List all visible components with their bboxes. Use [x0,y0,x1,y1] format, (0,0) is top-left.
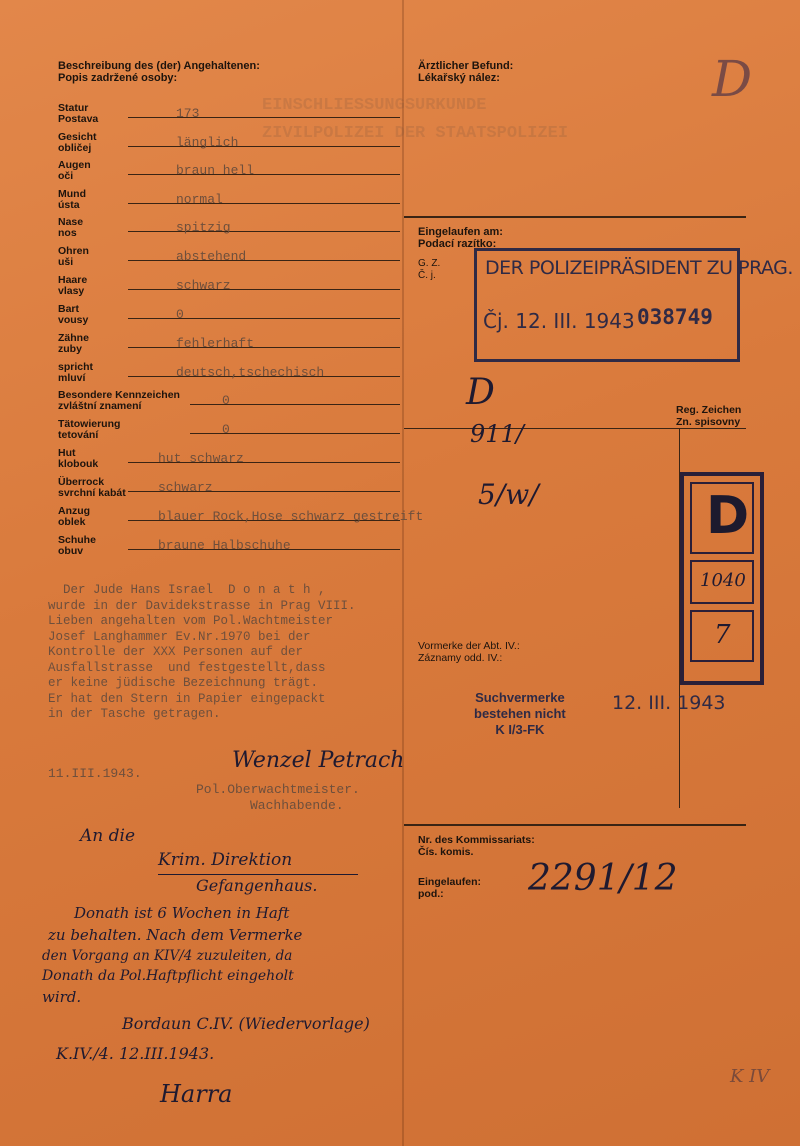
reg-letter: D [706,486,750,546]
corner-mark: D [712,50,753,108]
left-header-cz: Popis zadržené osoby: [58,72,178,84]
stamp-number: 038749 [637,305,713,329]
officer-rank: Pol.Oberwachtmeister. [196,782,360,797]
cj-label: Č. j. [418,270,436,281]
field-label-cz: vlasy [58,285,85,297]
field-label-de: Hut [58,447,76,459]
note-underline [158,874,358,875]
left-header-de: Beschreibung des (der) Angehaltenen: [58,60,260,72]
kommissariat-cz: Čís. komis. [418,846,474,858]
field-rule [128,347,400,348]
suchvermerke-stamp [474,690,566,738]
field-rule [128,146,400,147]
arrest-report: Der Jude Hans Israel D o n a t h , wurde in der Davidekstrasse in Prag VIII. Lieben angehalten vom Pol.Wachtmeister Josef Langhammer Ev.Nr.1970 bei der Kontrolle der XXX Personen auf der Ausfallstrasse und festgestellt,dass er keine jüdische Bezeichnung trägt. Er hat den Stern in Papier eingepackt in der Tasche getragen. [48,583,356,721]
field-label-de: spricht [58,361,94,373]
kommissariat-number: 2291/12 [528,858,678,899]
field-label-cz: oblek [58,516,86,528]
field-rule [128,174,400,175]
handwritten-d: D [466,372,495,413]
field-label [58,132,97,154]
field-rule [128,289,400,290]
right-header-de: Ärztlicher Befund: [418,60,514,72]
field-label-de: Überrock [58,476,105,488]
kommissariat-rule [404,824,746,826]
eingelaufen-cz: Podací razítko: [418,238,497,250]
note-line-2: Krim. Direktion [158,850,293,870]
field-rule [128,318,400,319]
suchvermerke-line1: Suchvermerke [475,690,565,705]
field-label [58,390,180,412]
field-label-de: Schuhe [58,534,96,546]
gz-cj [418,258,440,282]
suchvermerke-line3: K I/3-FK [495,722,545,737]
field-label [58,362,93,384]
field-label-cz: obuv [58,545,84,557]
field-label-de: Bart [58,303,80,315]
kommissariat-de: Nr. des Kommissariats: [418,834,535,846]
faint-heading-1: EINSCHLIESSUNGSURKUNDE [262,96,487,115]
handwritten-frac1: 911/ [470,420,524,448]
eingelaufen2-cz: pod.: [418,888,444,900]
reg-number-cell [690,560,754,604]
officer-signature: Wenzel Petrach [232,748,405,773]
reg-number: 1040 [700,570,746,591]
field-label-de: Statur [58,102,89,114]
eingelaufen-rule [404,216,746,218]
field-label-cz: svrchní kabát [58,487,126,499]
field-value: blauer Rock,Hose schwarz gestreift [158,509,424,524]
suchvermerke-date: 12. III. 1943 [612,692,726,714]
note-line-7: Donath da Pol.Haftpflicht eingeholt [42,968,294,984]
field-label [58,217,83,239]
field-value: braun hell [176,163,255,178]
field-value: deutsch,tschechisch [176,365,325,380]
registry-box [680,472,764,685]
right-header-cz: Lékařský nález: [418,72,500,84]
field-label-cz: uši [58,256,74,268]
field-label-cz: mluví [58,372,86,384]
field-value: 0 [222,422,230,437]
eingelaufen-label [418,226,503,250]
field-label-de: Augen [58,159,91,171]
field-label-cz: klobouk [58,458,99,470]
field-label-de: Nase [58,216,84,228]
gz-label: G. Z. [418,258,441,269]
note-line-1: An die [80,826,136,846]
field-rule [128,117,400,118]
stamp-date-value: 12. III. 1943 [515,309,635,333]
field-label [58,246,89,268]
kommissariat-label [418,834,535,858]
field-value: braune Halbschuhe [158,538,291,553]
reg-sub: 7 [714,620,731,650]
vormerke-label [418,640,520,664]
field-rule [128,203,400,204]
note-line-6: den Vorgang an KIV/4 zuzuleiten, da [42,948,293,964]
field-rule [128,260,400,261]
field-label [58,275,87,297]
field-label [58,448,98,470]
field-value: fehlerhaft [176,336,255,351]
field-label-de: Besondere Kennzeichen [58,389,180,401]
handwritten-frac2: 5/w/ [478,478,539,511]
field-label-cz: vousy [58,314,89,326]
right-header [418,60,513,84]
note-line-4: Donath ist 6 Wochen in Haft [74,904,290,922]
page-fold [402,0,404,1146]
note-line-8: wird. [42,988,82,1006]
note-line-10: K.IV./4. 12.III.1943. [56,1044,215,1063]
field-label [58,535,96,557]
field-value: normal [176,192,223,207]
stamp-date-prefix: Čj. [483,309,509,333]
field-label-cz: ústa [58,199,80,211]
eingelaufen2-de: Eingelaufen: [418,876,482,888]
field-value: 0 [176,307,184,322]
reg-label [676,404,741,428]
field-value: 0 [222,393,230,408]
field-label-de: Zähne [58,332,89,344]
corner-note: K IV [730,1066,770,1087]
officer-role: Wachhabende. [250,798,344,813]
field-label [58,304,88,326]
field-value: 173 [176,106,200,121]
field-value: schwarz [158,480,213,495]
vormerke-cz: Záznamy odd. IV.: [418,652,503,664]
field-value: hut schwarz [158,451,244,466]
suchvermerke-line2: bestehen nicht [474,706,566,721]
reg-cz: Zn. spisovny [676,416,741,428]
field-label-de: Ohren [58,245,89,257]
field-rule [128,231,400,232]
field-label [58,333,89,355]
reg-sub-cell [690,610,754,662]
reg-rule [404,428,746,429]
field-label-cz: oči [58,170,74,182]
note-line-3: Gefangenhaus. [196,876,318,895]
field-label-cz: zuby [58,343,82,355]
field-label-de: Mund [58,188,86,200]
field-label-cz: tetování [58,429,99,441]
field-label [58,189,86,211]
field-label [58,506,90,528]
field-label [58,103,98,125]
field-value: abstehend [176,249,247,264]
field-value: länglich [176,135,239,150]
field-label-de: Haare [58,274,88,286]
field-value: spitzig [176,220,231,235]
report-date: 11.III.1943. [48,766,142,781]
field-label-cz: Postava [58,113,99,125]
stamp-header: DER POLIZEIPRÄSIDENT ZU PRAG. [485,257,793,279]
left-header [58,60,260,84]
vormerke-de: Vormerke der Abt. IV.: [418,640,520,652]
note-line-5: zu behalten. Nach dem Vermerke [48,926,303,944]
field-label [58,419,120,441]
eingelaufen-de: Eingelaufen am: [418,226,503,238]
faint-heading-2: ZIVILPOLIZEI DER STAATSPOLIZEI [262,124,569,143]
field-value: schwarz [176,278,231,293]
stamp-date [483,309,635,333]
field-label-cz: obličej [58,142,92,154]
field-label-de: Anzug [58,505,91,517]
field-label-cz: zvláštní znamení [58,400,142,412]
eingelaufen2-label [418,876,481,900]
field-label [58,477,126,499]
field-label [58,160,91,182]
reg-de: Reg. Zeichen [676,404,742,416]
field-label-de: Tätowierung [58,418,121,430]
police-president-stamp [474,248,793,362]
note-line-9: Bordaun C.IV. (Wiedervorlage) [122,1014,370,1033]
reg-letter-cell [690,482,754,554]
note-signature: Harra [160,1080,233,1108]
field-label-de: Gesicht [58,131,97,143]
field-label-cz: nos [58,227,77,239]
